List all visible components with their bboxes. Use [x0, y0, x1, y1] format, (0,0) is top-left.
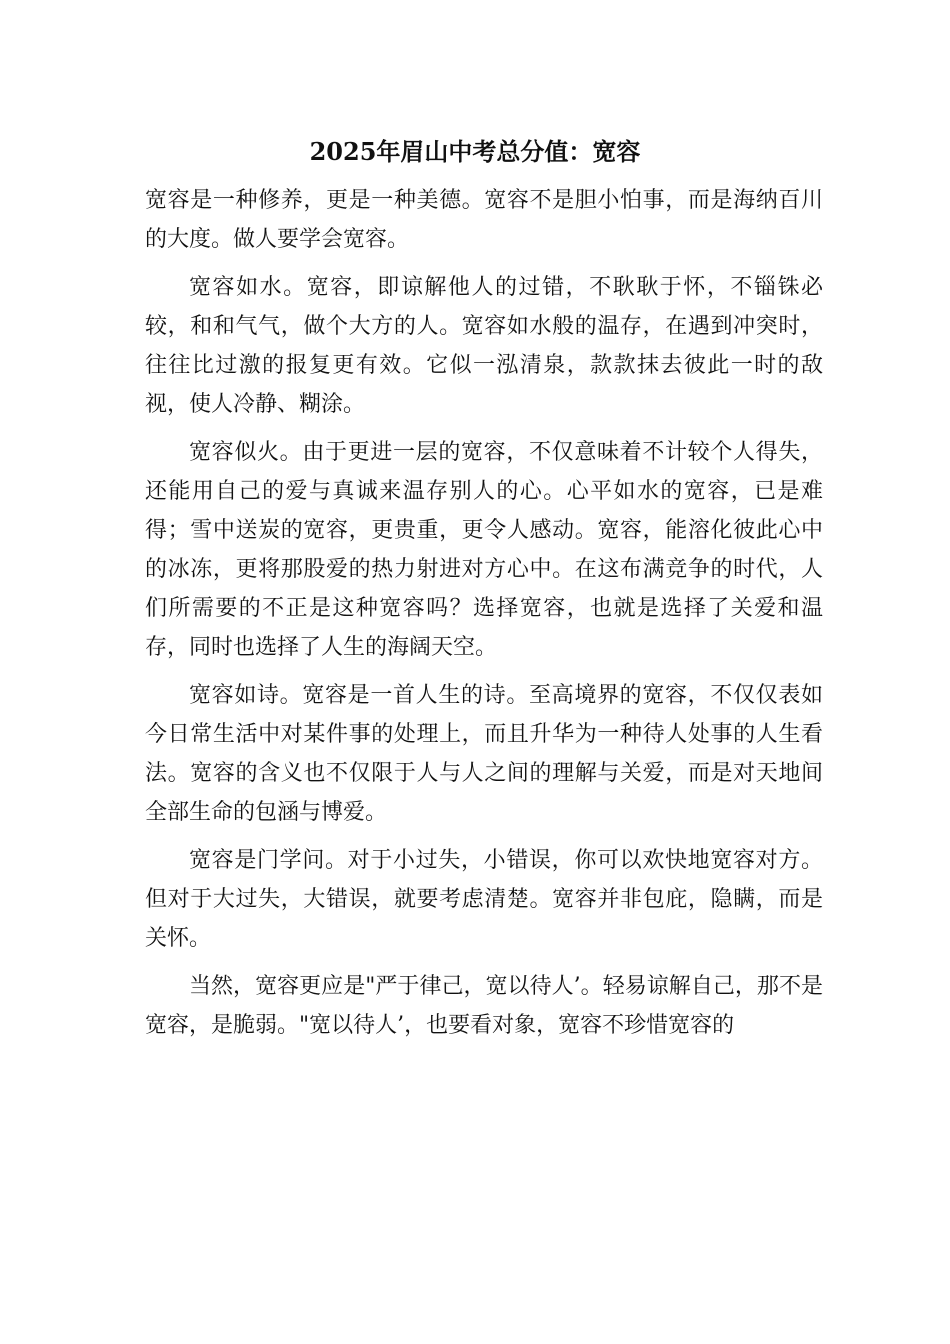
document-body	[145, 181, 823, 1045]
paragraph-water: 宽容如水。宽容，即谅解他人的过错，不耿耿于怀，不锱铢必较，和和气气，做个大方的人。宽容如水般的温存，在遇到冲突时，往往比过激的报复更有效。它似一泓清泉，款款抹去彼此一时的敌视，使人冷静、糊涂。	[145, 275, 823, 417]
paragraph-knowledge: 宽容是门学问。对于小过失，小错误，你可以欢快地宽容对方。但对于大过失，大错误，就要考虑清楚。宽容并非包庇，隐瞒，而是关怀。	[145, 848, 823, 951]
paragraph-poem: 宽容如诗。宽容是一首人生的诗。至高境界的宽容，不仅仅表如今日常生活中对某件事的处理上，而且升华为一种待人处事的人生看法。宽容的含义也不仅限于人与人之间的理解与关爱，而是对天地间全部生命的包涵与博爱。	[145, 683, 823, 825]
paragraph-intro: 宽容是一种修养，更是一种美德。宽容不是胆小怕事，而是海纳百川的大度。做人要学会宽容。	[145, 188, 823, 252]
paragraph-fire: 宽容似火。由于更进一层的宽容，不仅意味着不计较个人得失，还能用自己的爱与真诚来温存别人的心。心平如水的宽容，已是难得；雪中送炭的宽容，更贵重，更令人感动。宽容，能溶化彼此心中的冰冻，更将那股爱的热力射进对方心中。在这布满竞争的时代，人们所需要的不正是这种宽容吗？选择宽容，也就是选择了关爱和温存，同时也选择了人生的海阔天空。	[145, 440, 823, 660]
document-title: 2025年眉山中考总分值：宽容	[309, 137, 641, 166]
paragraph-conclusion: 当然，宽容更应是"严于律己，宽以待人’。轻易谅解自己，那不是宽容，是脆弱。"宽以待人’，也要看对象，宽容不珍惜宽容的	[145, 974, 823, 1038]
